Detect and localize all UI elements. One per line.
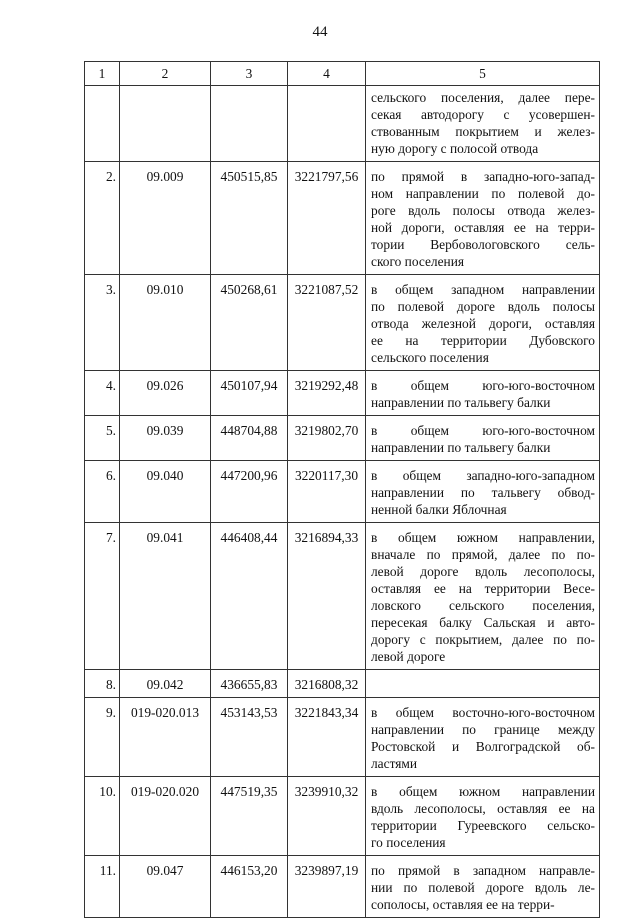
description-line: по прямой в западно-юго-запад- xyxy=(371,169,595,184)
y-coordinate-cell: 3219292,48 xyxy=(288,371,366,416)
description-cell xyxy=(366,275,600,371)
description-line: ловского сельского поселения, xyxy=(371,598,595,613)
header-col-2: 2 xyxy=(120,62,211,86)
description-line: в общем юго-юго-восточном xyxy=(371,423,595,438)
description-line: ствованным покрытием и желез- xyxy=(371,124,595,139)
description-line: направлении по тальвегу балки xyxy=(371,440,551,455)
y-coordinate-cell: 3216808,32 xyxy=(288,670,366,698)
description-cell xyxy=(366,162,600,275)
x-coordinate-cell: 450107,94 xyxy=(211,371,288,416)
point-id-cell: 09.039 xyxy=(120,416,211,461)
description-line: по прямой в западном направле- xyxy=(371,863,595,878)
description-cell xyxy=(366,698,600,777)
description-line: сополосы, оставляя ее на терри- xyxy=(371,897,555,912)
description-cell xyxy=(366,371,600,416)
y-coordinate-cell: 3219802,70 xyxy=(288,416,366,461)
boundary-table xyxy=(84,61,600,918)
table-header-row xyxy=(85,62,600,86)
description-line: в общем западном направлении xyxy=(371,282,595,297)
row-number-cell: 3. xyxy=(85,275,120,371)
row-number-cell: 2. xyxy=(85,162,120,275)
description-line: Ростовской и Волгоградской об- xyxy=(371,739,595,754)
header-col-1: 1 xyxy=(85,62,120,86)
description-line: левой дороге вдоль лесополосы, xyxy=(371,564,595,579)
description-line: сельского поселения, далее пере- xyxy=(371,90,595,105)
row-number-cell: 5. xyxy=(85,416,120,461)
x-coordinate-cell: 446408,44 xyxy=(211,523,288,670)
description-cell xyxy=(366,416,600,461)
table-row xyxy=(85,371,600,416)
row-number-cell xyxy=(85,86,120,162)
x-coordinate-cell: 450268,61 xyxy=(211,275,288,371)
page-number: 44 xyxy=(312,24,328,40)
description-line: тории Вербовологовского сель- xyxy=(371,237,595,252)
description-line: ее на территории Дубовского xyxy=(371,333,595,348)
y-coordinate-cell: 3220117,30 xyxy=(288,461,366,523)
x-coordinate-cell: 447200,96 xyxy=(211,461,288,523)
row-number-cell: 7. xyxy=(85,523,120,670)
description-cell xyxy=(366,670,600,698)
table-row xyxy=(85,416,600,461)
description-line: в общем южном направлении, xyxy=(371,530,595,545)
description-line: ского поселения xyxy=(371,254,465,269)
description-cell xyxy=(366,86,600,162)
description-cell xyxy=(366,856,600,918)
table-row xyxy=(85,162,600,275)
y-coordinate-cell: 3239897,19 xyxy=(288,856,366,918)
description-line: территории Гуреевского сельско- xyxy=(371,818,595,833)
point-id-cell: 09.010 xyxy=(120,275,211,371)
y-coordinate-cell xyxy=(288,86,366,162)
point-id-cell xyxy=(120,86,211,162)
table-row xyxy=(85,461,600,523)
description-line: ной дороги, оставляя ее на терри- xyxy=(371,220,595,235)
point-id-cell: 019-020.013 xyxy=(120,698,211,777)
description-line: левой дороге xyxy=(371,649,446,664)
header-col-3: 3 xyxy=(211,62,288,86)
description-cell xyxy=(366,523,600,670)
description-line: пересекая балку Сальская и авто- xyxy=(371,615,595,630)
description-line: отвода железной дороги, оставляя xyxy=(371,316,595,331)
description-line: в общем западно-юго-западном xyxy=(371,468,595,483)
point-id-cell: 019-020.020 xyxy=(120,777,211,856)
description-line: направлении по тальвегу обвод- xyxy=(371,485,595,500)
x-coordinate-cell: 447519,35 xyxy=(211,777,288,856)
table-row xyxy=(85,275,600,371)
header-col-4: 4 xyxy=(288,62,366,86)
description-line: дорогу с покрытием, далее по по- xyxy=(371,632,595,647)
description-line: ненной балки Яблочная xyxy=(371,502,507,517)
y-coordinate-cell: 3221797,56 xyxy=(288,162,366,275)
point-id-cell: 09.041 xyxy=(120,523,211,670)
x-coordinate-cell: 436655,83 xyxy=(211,670,288,698)
description-line: ную дорогу с полосой отвода xyxy=(371,141,539,156)
y-coordinate-cell: 3216894,33 xyxy=(288,523,366,670)
table-row xyxy=(85,856,600,918)
y-coordinate-cell: 3221087,52 xyxy=(288,275,366,371)
description-line: роге вдоль полосы отвода желез- xyxy=(371,203,595,218)
description-line: секая автодорогу с усовершен- xyxy=(371,107,595,122)
table-row xyxy=(85,670,600,698)
point-id-cell: 09.042 xyxy=(120,670,211,698)
description-line: в общем восточно-юго-восточном xyxy=(371,705,595,720)
description-line: вдоль лесополосы, оставляя ее на xyxy=(371,801,595,816)
description-line: в общем юго-юго-восточном xyxy=(371,378,595,393)
point-id-cell: 09.040 xyxy=(120,461,211,523)
table-row xyxy=(85,523,600,670)
description-cell xyxy=(366,777,600,856)
x-coordinate-cell: 453143,53 xyxy=(211,698,288,777)
description-line: по полевой дороге вдоль полосы xyxy=(371,299,595,314)
header-col-5: 5 xyxy=(366,62,600,86)
y-coordinate-cell: 3239910,32 xyxy=(288,777,366,856)
description-line: нии по полевой дороге вдоль ле- xyxy=(371,880,595,895)
point-id-cell: 09.026 xyxy=(120,371,211,416)
table-row xyxy=(85,777,600,856)
description-line: направлении по тальвегу балки xyxy=(371,395,551,410)
description-line: вначале по прямой, далее по по- xyxy=(371,547,595,562)
row-number-cell: 4. xyxy=(85,371,120,416)
table-row xyxy=(85,698,600,777)
description-cell xyxy=(366,461,600,523)
description-line: оставляя ее на территории Весе- xyxy=(371,581,595,596)
point-id-cell: 09.009 xyxy=(120,162,211,275)
description-line: ластями xyxy=(371,756,418,771)
row-number-cell: 11. xyxy=(85,856,120,918)
table-row xyxy=(85,86,600,162)
description-line: го поселения xyxy=(371,835,446,850)
description-line: сельского поселения xyxy=(371,350,489,365)
row-number-cell: 9. xyxy=(85,698,120,777)
row-number-cell: 8. xyxy=(85,670,120,698)
row-number-cell: 10. xyxy=(85,777,120,856)
description-line: в общем южном направлении xyxy=(371,784,595,799)
x-coordinate-cell xyxy=(211,86,288,162)
x-coordinate-cell: 450515,85 xyxy=(211,162,288,275)
x-coordinate-cell: 446153,20 xyxy=(211,856,288,918)
description-line: ном направлении по полевой до- xyxy=(371,186,595,201)
description-line: направлении по границе между xyxy=(371,722,595,737)
x-coordinate-cell: 448704,88 xyxy=(211,416,288,461)
y-coordinate-cell: 3221843,34 xyxy=(288,698,366,777)
point-id-cell: 09.047 xyxy=(120,856,211,918)
row-number-cell: 6. xyxy=(85,461,120,523)
